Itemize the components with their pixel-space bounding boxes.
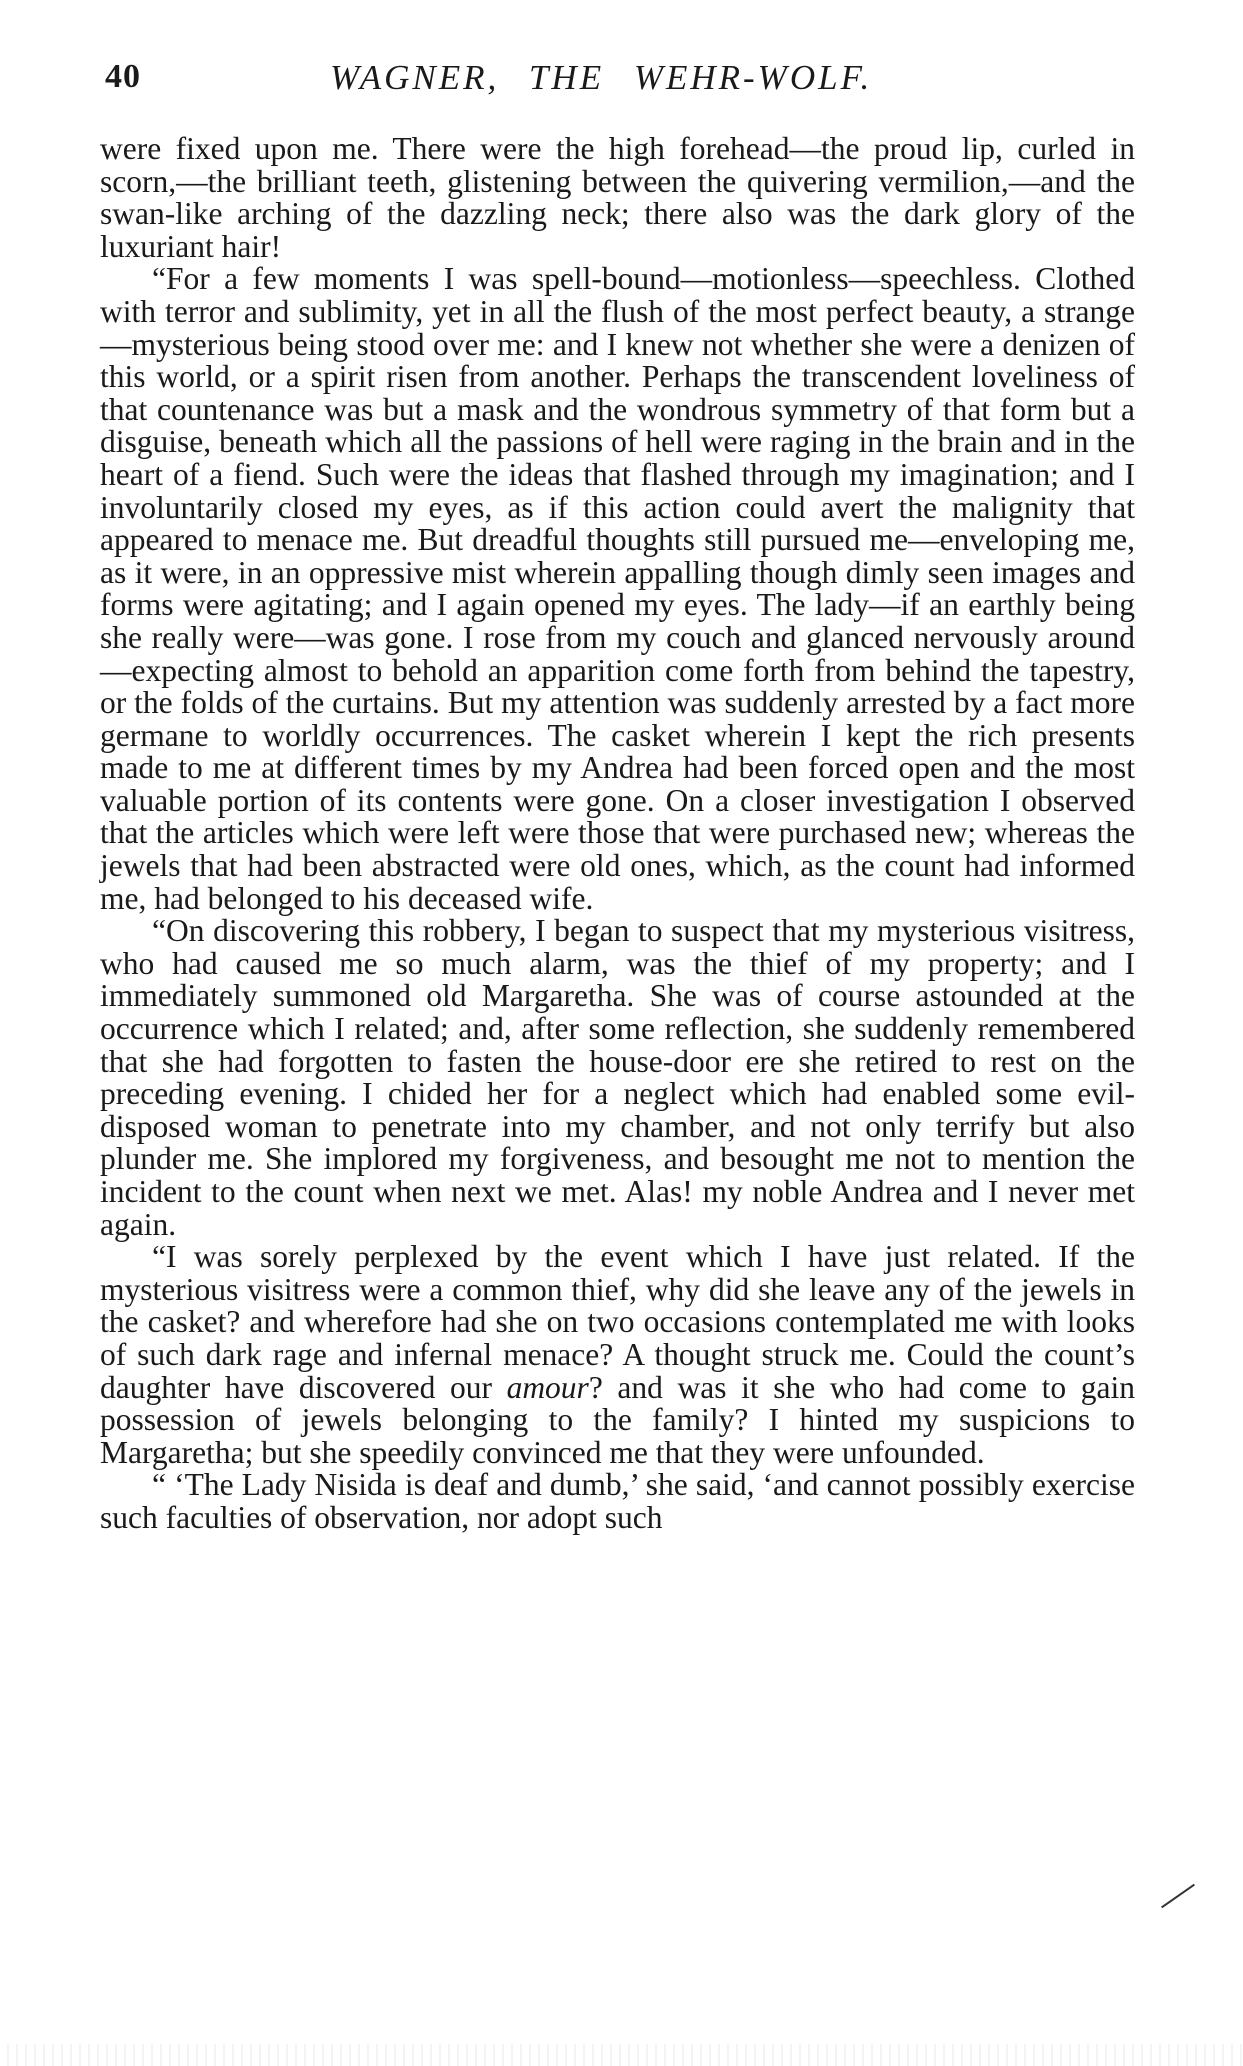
paragraph <box>100 915 1135 1241</box>
pen-mark <box>1161 1884 1195 1909</box>
paragraph <box>100 263 1135 915</box>
paragraph-text: “ ‘The Lady Nisida is deaf and dumb,’ she said, ‘and cannot possibly exercise such faculties of observation, nor adopt such <box>100 1467 1135 1535</box>
paragraph-text: were fixed upon me. There were the high forehead—the proud lip, curled in scorn,—the brilliant teeth, glistening between the quivering vermilion,—and the swan-like arching of the dazzling neck; there also was the dark glory of the luxuriant hair! <box>100 131 1135 264</box>
italic-text: amour <box>506 1369 589 1405</box>
body-text <box>100 133 1135 1535</box>
running-title: WAGNER, THE WEHR-WOLF. <box>330 58 873 97</box>
paragraph-text: “For a few moments I was spell-bound—motionless—speechless. Clothed with terror and sublimity, yet in all the flush of the most perfect beauty, a strange—mysterious being stood over me: and I knew not whether she were a denizen of this world, or a spirit risen from another. Perhaps the transcendent loveliness of that countenance was but a mask and the wondrous symmetry of that form but a disguise, beneath which all the passions of hell were raging in the brain and in the heart of a fiend. Such were the ideas that flashed through my imagination; and I involuntarily closed my eyes, as if this action could avert the malignity that appeared to menace me. But dreadful thoughts still pursued me—enveloping me, as it were, in an oppressive mist wherein appalling though dimly seen images and forms were agitating; and I again opened my eyes. The lady—if an earthly being she really were—was gone. I rose from my couch and glanced nervously around—expecting almost to behold an apparition come forth from behind the tapestry, or the folds of the curtains. But my attention was suddenly arrested by a fact more germane to worldly occurrences. The casket wherein I kept the rich presents made to me at different times by my Andrea had been forced open and the most valuable portion of its contents were gone. On a closer investigation I observed that the articles which were left were those that were purchased new; whereas the jewels that had been abstracted were old ones, which, as the count had informed me, had belonged to his deceased wife. <box>100 261 1135 916</box>
page-header <box>105 58 1135 108</box>
paragraph-text: “I was sorely perplexed by the event which I have just related. If the mysterious visitress were a common thief, why did she leave any of the jewels in the casket? and wherefore had she on two occasions contemplated me with looks of such dark rage and infernal menace? A thought struck me. Could the count’s daughter have discovered our <box>100 1239 1135 1405</box>
paragraph-text: “On discovering this robbery, I began to suspect that my mysterious visitress, who had caused me so much alarm, was the thief of my property; and I immediately summoned old Margaretha. She was of course astounded at the occurrence which I related; and, after some reflection, she suddenly remembered that she had forgotten to fasten the house-door ere she retired to rest on the preceding evening. I chided her for a neglect which had enabled some evil-disposed woman to penetrate into my chamber, and not only terrify but also plunder me. She implored my forgiveness, and besought me not to mention the incident to the count when next we met. Alas! my noble Andrea and I never met again. <box>100 913 1135 1242</box>
paragraph-text: ? and was it she who had come to gain possession of jewels belonging to the family? I hinted my suspicions to Margaretha; but she speedily convinced me that they were unfounded. <box>100 1369 1135 1470</box>
page-number: 40 <box>105 58 141 95</box>
page-edge-speckle <box>0 2044 1243 2066</box>
paragraph <box>100 133 1135 263</box>
paragraph <box>100 1241 1135 1469</box>
paragraph <box>100 1469 1135 1534</box>
